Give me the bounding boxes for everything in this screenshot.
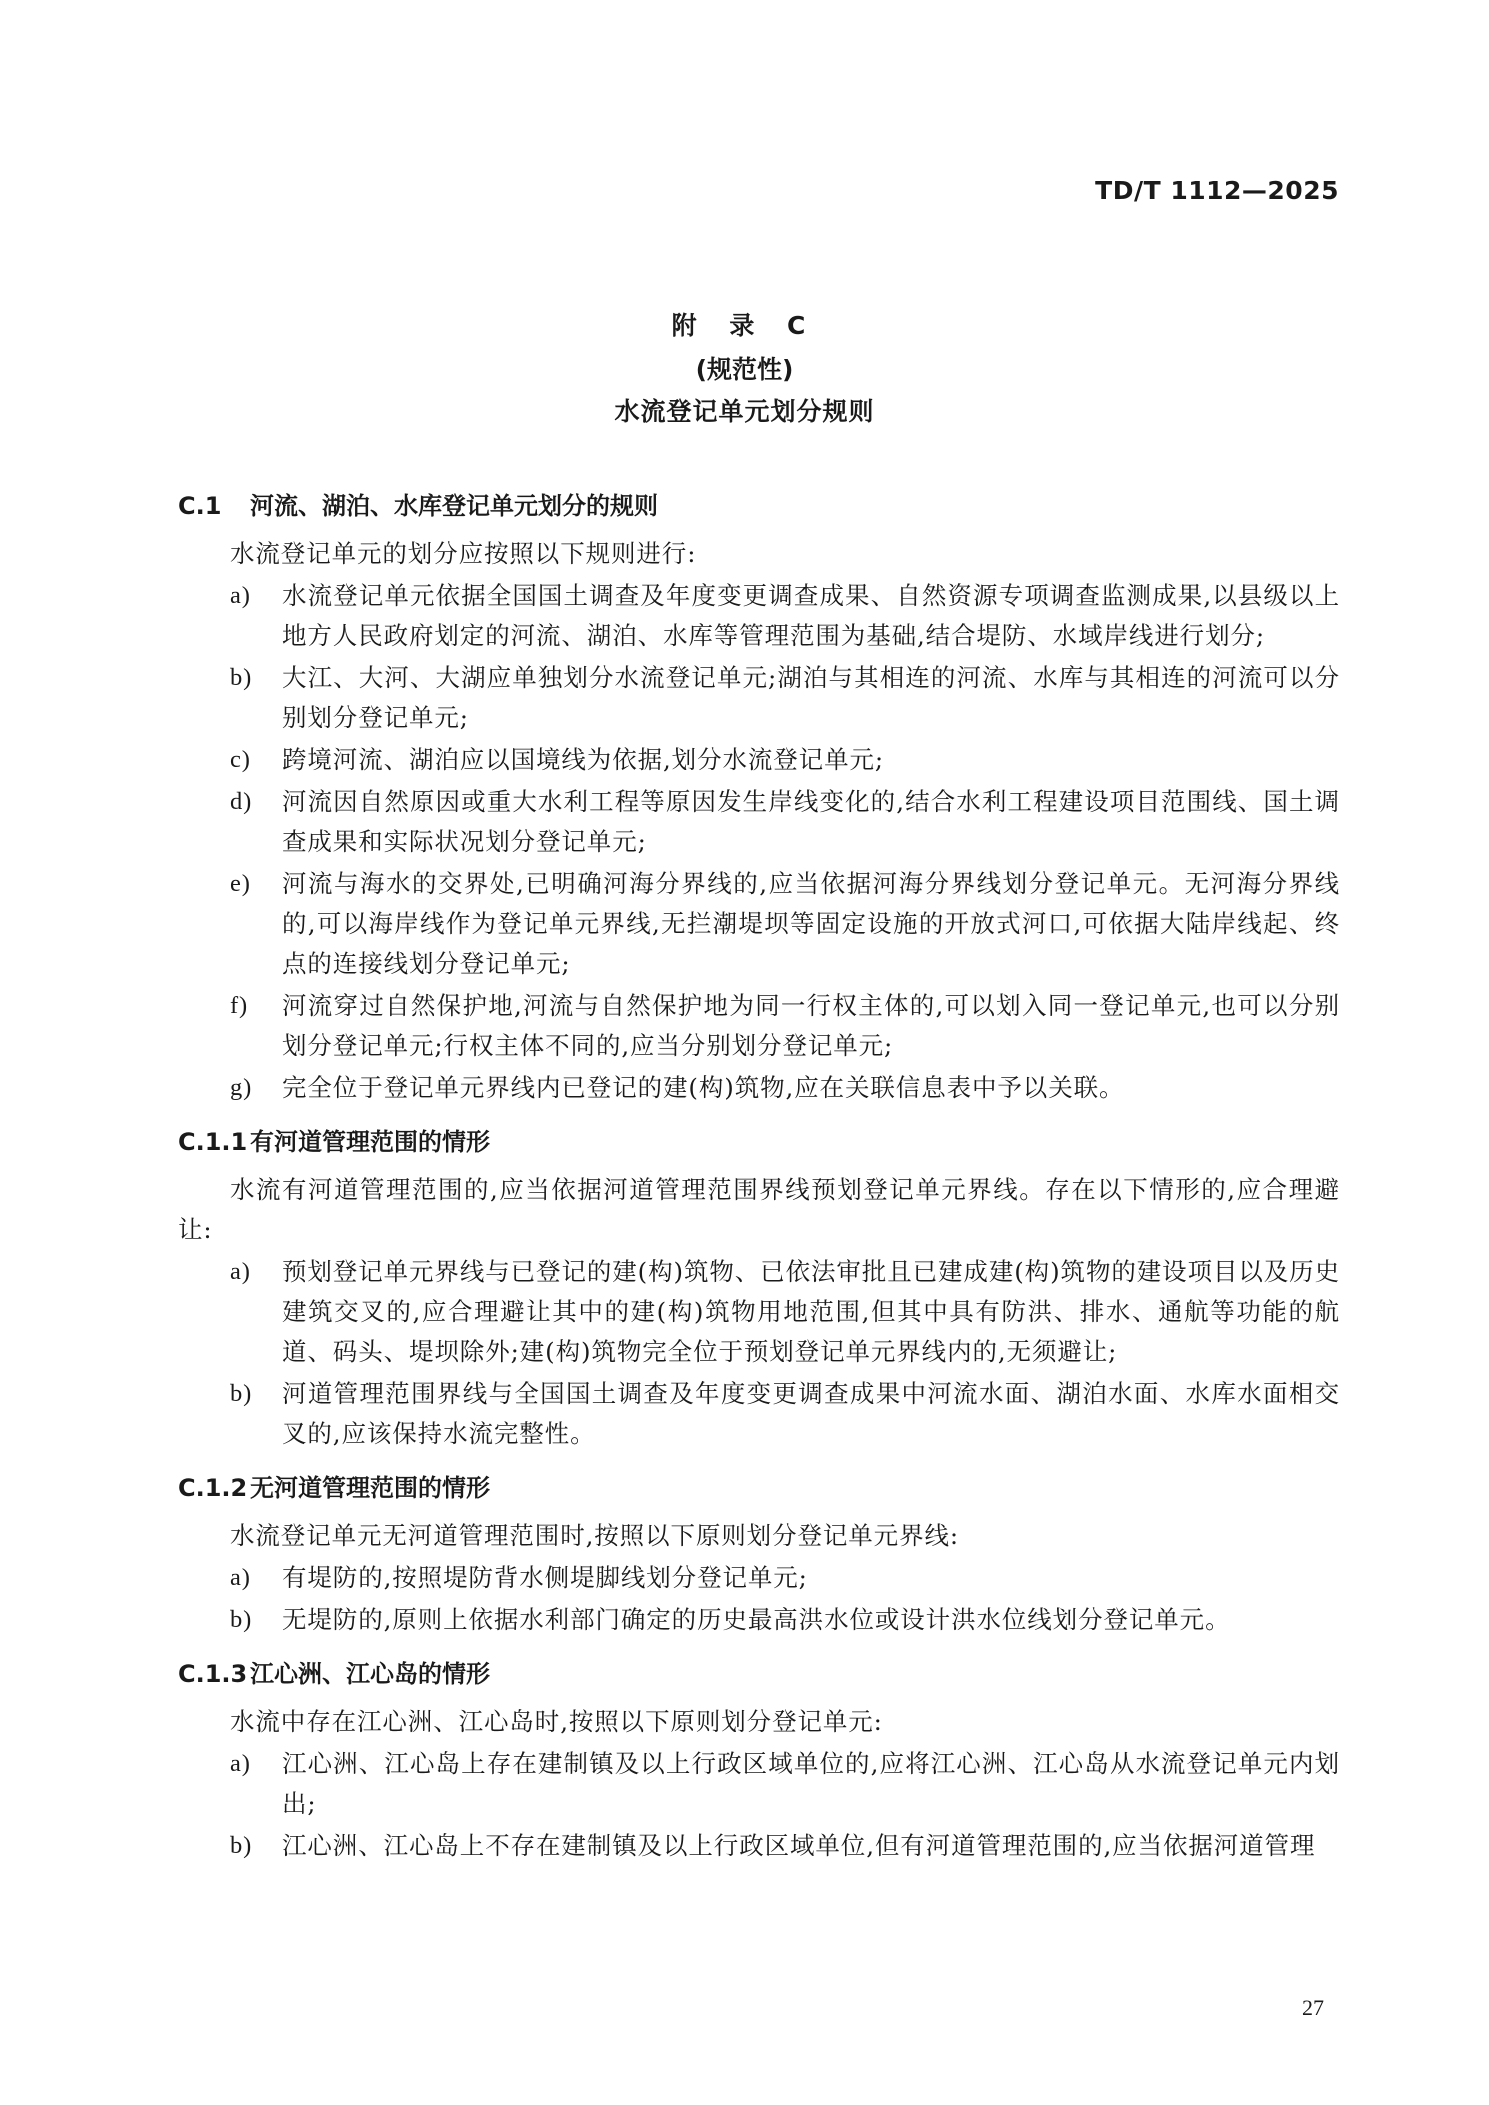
list-item	[230, 1068, 1340, 1108]
list-item-text: 水流登记单元依据全国国土调查及年度变更调查成果、自然资源专项调查监测成果,以县级以上地方人民政府划定的河流、湖泊、水库等管理范围为基础,结合堤防、水域岸线进行划分;	[282, 581, 1340, 650]
list-item-text: 江心洲、江心岛上存在建制镇及以上行政区域单位的,应将江心洲、江心岛从水流登记单元内划出;	[282, 1749, 1340, 1818]
list-item-text: 河流与海水的交界处,已明确河海分界线的,应当依据河海分界线划分登记单元。无河海分界线的,可以海岸线作为登记单元界线,无拦潮堤坝等固定设施的开放式河口,可依据大陆岸线起、终点的连接线划分登记单元;	[282, 869, 1340, 978]
list-item	[230, 782, 1340, 862]
section-intro: 水流登记单元无河道管理范围时,按照以下原则划分登记单元界线:	[230, 1521, 960, 1550]
list-item	[230, 986, 1340, 1066]
normative-label: (规范性)	[695, 355, 794, 384]
list-item	[230, 1374, 1340, 1454]
section-heading	[178, 1468, 1340, 1508]
list-marker: a)	[230, 1258, 251, 1285]
section-number: C.1.3	[178, 1660, 248, 1688]
standard-code: TD/T 1112—2025	[1095, 176, 1339, 205]
appendix-label: 附 录 C	[671, 311, 818, 340]
list-marker: a)	[230, 582, 251, 609]
section-intro: 水流登记单元的划分应按照以下规则进行:	[230, 539, 697, 568]
section-heading	[178, 1122, 1340, 1162]
section-heading	[178, 486, 1340, 526]
section-title: 江心洲、江心岛的情形	[250, 1660, 490, 1688]
section-number: C.1.1	[178, 1128, 248, 1156]
list-item-text: 有堤防的,按照堤防背水侧堤脚线划分登记单元;	[282, 1563, 808, 1592]
list-marker: a)	[230, 1564, 251, 1591]
list-marker: b)	[230, 664, 253, 691]
section-number: C.1	[178, 492, 222, 520]
list-marker: e)	[230, 870, 251, 897]
section-intro: 水流中存在江心洲、江心岛时,按照以下原则划分登记单元:	[230, 1707, 883, 1736]
list-marker: b)	[230, 1380, 253, 1407]
list-item-text: 河流因自然原因或重大水利工程等原因发生岸线变化的,结合水利工程建设项目范围线、国土调查成果和实际状况划分登记单元;	[282, 787, 1340, 856]
section-title: 无河道管理范围的情形	[250, 1474, 490, 1502]
list-item	[230, 740, 1340, 780]
list-item-text: 跨境河流、湖泊应以国境线为依据,划分水流登记单元;	[282, 745, 885, 774]
list-item-text: 大江、大河、大湖应单独划分水流登记单元;湖泊与其相连的河流、水库与其相连的河流可以分别划分登记单元;	[282, 663, 1340, 732]
list-item	[230, 864, 1340, 984]
list-marker: b)	[230, 1832, 253, 1859]
list-item	[230, 1252, 1340, 1372]
list-item	[230, 1600, 1340, 1640]
page-number: 27	[1302, 1995, 1324, 2020]
appendix-title: 水流登记单元划分规则	[614, 397, 875, 426]
list-item	[230, 1558, 1340, 1598]
list-item-text: 河道管理范围界线与全国国土调查及年度变更调查成果中河流水面、湖泊水面、水库水面相交叉的,应该保持水流完整性。	[282, 1379, 1340, 1448]
list-marker: b)	[230, 1606, 253, 1633]
document-body	[178, 486, 1340, 1868]
section-number: C.1.2	[178, 1474, 248, 1502]
section-heading	[178, 1654, 1340, 1694]
list-item-text: 无堤防的,原则上依据水利部门确定的历史最高洪水位或设计洪水位线划分登记单元。	[282, 1605, 1231, 1634]
list-item-text: 完全位于登记单元界线内已登记的建(构)筑物,应在关联信息表中予以关联。	[282, 1073, 1125, 1102]
section-intro: 水流有河道管理范围的,应当依据河道管理范围界线预划登记单元界线。存在以下情形的,应合理避让:	[178, 1175, 1340, 1244]
list-item-text: 河流穿过自然保护地,河流与自然保护地为同一行权主体的,可以划入同一登记单元,也可以分别划分登记单元;行权主体不同的,应当分别划分登记单元;	[282, 991, 1340, 1060]
list-marker: a)	[230, 1750, 251, 1777]
list-item-text: 预划登记单元界线与已登记的建(构)筑物、已依法审批且已建成建(构)筑物的建设项目以及历史建筑交叉的,应合理避让其中的建(构)筑物用地范围,但其中具有防洪、排水、通航等功能的航道、码头、堤坝除外;建(构)筑物完全位于预划登记单元界线内的,无须避让;	[282, 1257, 1340, 1366]
list-marker: g)	[230, 1074, 253, 1101]
section-title: 有河道管理范围的情形	[250, 1128, 490, 1156]
list-item	[230, 576, 1340, 656]
list-marker: f)	[230, 992, 249, 1019]
list-item	[230, 658, 1340, 738]
list-item-text: 江心洲、江心岛上不存在建制镇及以上行政区域单位,但有河道管理范围的,应当依据河道管理	[282, 1831, 1316, 1860]
list-marker: c)	[230, 746, 251, 773]
list-item	[230, 1744, 1340, 1824]
list-item	[230, 1826, 1340, 1866]
list-marker: d)	[230, 788, 253, 815]
section-title: 河流、湖泊、水库登记单元划分的规则	[250, 492, 658, 520]
